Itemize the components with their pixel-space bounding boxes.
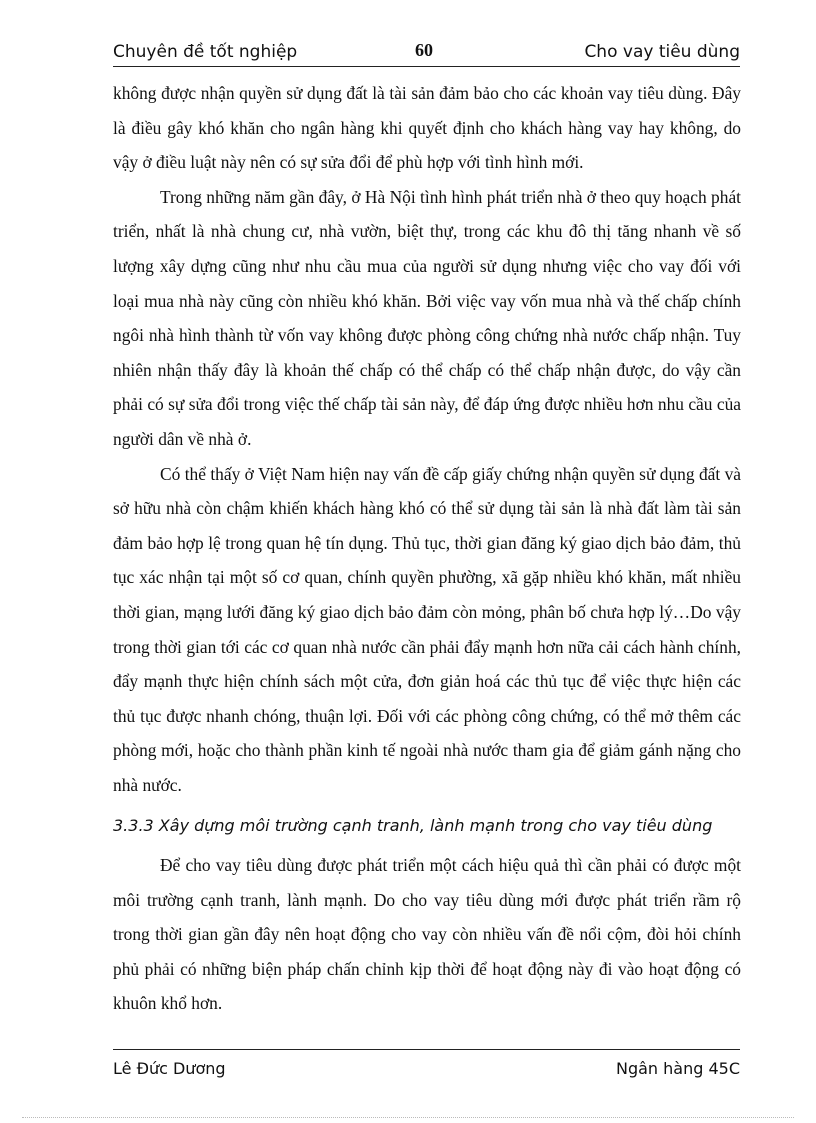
header-title: Chuyên đề tốt nghiệp xyxy=(113,42,298,62)
section-body xyxy=(113,848,741,1021)
page-footer xyxy=(113,1049,740,1082)
page-number: 60 xyxy=(415,40,433,60)
page-header xyxy=(113,36,740,67)
footer-author: Lê Đức Dương xyxy=(113,1059,226,1078)
header-topic: Cho vay tiêu dùng xyxy=(584,42,740,62)
paragraph-3: Có thể thấy ở Việt Nam hiện nay vấn đề cấp giấy chứng nhận quyền sử dụng đất và sở hữu nhà còn chậm khiến khách hàng khó có thể sử dụng tài sản là nhà đất làm tài sản đảm bảo hợp lệ trong quan hệ tín dụng. Thủ tục, thời gian đăng ký giao dịch bảo đảm, thủ tục xác nhận tại một số cơ quan, chính quyền phường, xã gặp nhiều khó khăn, mất nhiều thời gian, mạng lưới đăng ký giao dịch bảo đảm còn mỏng, phân bố chưa hợp lý…Do vậy trong thời gian tới các cơ quan nhà nước cần phải đẩy mạnh hơn nữa cải cách hành chính, đẩy mạnh thực hiện chính sách một cửa, đơn giản hoá các thủ tục để việc thực hiện các thủ tục được nhanh chóng, thuận lợi. Đối với các phòng công chứng, có thể mở thêm các phòng mới, hoặc cho thành phần kinh tế ngoài nhà nước tham gia để giảm gánh nặng cho nhà nước. xyxy=(113,463,741,795)
footer-class: Ngân hàng 45C xyxy=(615,1059,740,1078)
page-bottom-divider xyxy=(22,1117,794,1118)
body-text xyxy=(113,76,741,802)
section-paragraph: Để cho vay tiêu dùng được phát triển một cách hiệu quả thì cần phải có được một môi trường cạnh tranh, lành mạnh. Do cho vay tiêu dùng mới được phát triển rầm rộ trong thời gian gần đây nên hoạt động cho vay còn nhiều vấn đề nổi cộm, đòi hỏi chính phủ phải có những biện pháp chấn chỉnh kịp thời để hoạt động này đi vào hoạt động có khuôn khổ hơn. xyxy=(113,855,741,1014)
section-heading: 3.3.3 Xây dựng môi trường cạnh tranh, lành mạnh trong cho vay tiêu dùng xyxy=(113,816,713,835)
paragraph-1: không được nhận quyền sử dụng đất là tài sản đảm bảo cho các khoản vay tiêu dùng. Đây là điều gây khó khăn cho ngân hàng khi quyết định cho khách hàng vay hay không, do vậy ở điều luật này nên có sự sửa đổi để phù hợp với tình hình mới. xyxy=(113,83,741,173)
paragraph-2: Trong những năm gần đây, ở Hà Nội tình hình phát triển nhà ở theo quy hoạch phát triển, nhất là nhà chung cư, nhà vườn, biệt thự, trong các khu đô thị tăng nhanh về số lượng xây dựng cũng như nhu cầu mua của người sử dụng nhưng việc cho vay đối với loại mua nhà này cũng còn nhiều khó khăn. Bởi việc vay vốn mua nhà và thế chấp chính ngôi nhà hình thành từ vốn vay không được phòng công chứng nhà nước chấp nhận. Tuy nhiên nhận thấy đây là khoản thế chấp có thể chấp có thể chấp nhận được, do vậy cần phải có sự sửa đổi trong việc thế chấp tài sản này, để đáp ứng được nhiều hơn nhu cầu của người dân về nhà ở. xyxy=(113,186,741,449)
